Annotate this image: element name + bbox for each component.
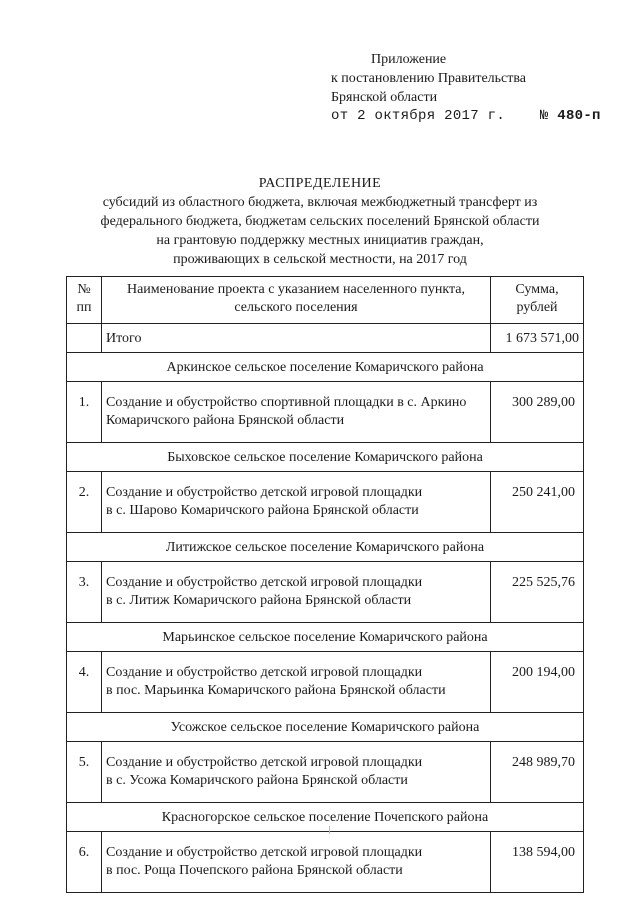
appendix-title: Приложение: [371, 52, 447, 67]
row-number: 2.: [67, 472, 102, 533]
row-number: 3.: [67, 562, 102, 623]
header-project-name: Наименование проекта с указанием населенного пункта, сельского поселения: [102, 277, 491, 324]
table-row: [67, 562, 584, 623]
row-sum: 300 289,00: [491, 382, 584, 443]
section-title: Быховское сельское поселение Комаричского района: [67, 443, 584, 472]
section-title: Литижское сельское поселение Комаричского района: [67, 533, 584, 562]
scan-mark: [329, 826, 330, 834]
appendix-date: от 2 октября 2017 г.: [331, 108, 506, 124]
section-row: [67, 713, 584, 742]
appendix-region: Брянской области: [331, 90, 438, 105]
row-project-name: Создание и обустройство детской игровой площадки в с. Литиж Комаричского района Брянской области: [102, 562, 491, 623]
row-sum: 138 594,00: [491, 832, 584, 893]
document-subtitle-line-3: на грантовую поддержку местных инициатив граждан,: [156, 233, 484, 248]
row-number: 5.: [67, 742, 102, 803]
row-number: 4.: [67, 652, 102, 713]
table-row: [67, 472, 584, 533]
section-row: [67, 443, 584, 472]
total-label: Итого: [102, 324, 491, 353]
appendix-number-label: №: [539, 108, 549, 124]
row-number: 1.: [67, 382, 102, 443]
section-row: [67, 623, 584, 652]
appendix-date-number: [331, 107, 601, 126]
total-sum: 1 673 571,00: [491, 324, 584, 353]
table-row: [67, 382, 584, 443]
row-sum: 200 194,00: [491, 652, 584, 713]
section-row: [67, 533, 584, 562]
row-sum: 248 989,70: [491, 742, 584, 803]
section-title: Марьинское сельское поселение Комаричского района: [67, 623, 584, 652]
section-row: [67, 353, 584, 382]
appendix-resolution: к постановлению Правительства: [331, 71, 527, 86]
row-number: 6.: [67, 832, 102, 893]
table-row: [67, 742, 584, 803]
header-number: № пп: [67, 277, 102, 324]
table-row: [67, 652, 584, 713]
document-subtitle-line-4: проживающих в сельской местности, на 2017 год: [173, 252, 467, 267]
section-row: [67, 803, 584, 832]
row-project-name: Создание и обустройство спортивной площадки в с. Аркино Комаричского района Брянской области: [102, 382, 491, 443]
row-project-name: Создание и обустройство детской игровой площадки в с. Усожа Комаричского района Брянской области: [102, 742, 491, 803]
row-sum: 225 525,76: [491, 562, 584, 623]
appendix-number: 480-п: [557, 108, 601, 124]
row-sum: 250 241,00: [491, 472, 584, 533]
table-row: [67, 832, 584, 893]
document-title-block: [60, 174, 580, 269]
total-row: [67, 324, 584, 353]
section-title: Усожское сельское поселение Комаричского района: [67, 713, 584, 742]
section-title: Аркинское сельское поселение Комаричского района: [67, 353, 584, 382]
appendix-block: [331, 50, 601, 126]
document-subtitle-line-1: субсидий из областного бюджета, включая межбюджетный трансферт из: [102, 195, 538, 210]
section-title: Красногорское сельское поселение Почепского района: [67, 803, 584, 832]
document-subtitle-line-2: федерального бюджета, бюджетам сельских поселений Брянской области: [100, 214, 540, 229]
row-project-name: Создание и обустройство детской игровой площадки в пос. Роща Почепского района Брянской области: [102, 832, 491, 893]
header-sum: Сумма, рублей: [491, 277, 584, 324]
row-project-name: Создание и обустройство детской игровой площадки в с. Шарово Комаричского района Брянской области: [102, 472, 491, 533]
distribution-table: [66, 276, 584, 893]
table-header-row: [67, 277, 584, 324]
document-heading: РАСПРЕДЕЛЕНИЕ: [258, 176, 382, 191]
row-project-name: Создание и обустройство детской игровой площадки в пос. Марьинка Комаричского района Брянской области: [102, 652, 491, 713]
